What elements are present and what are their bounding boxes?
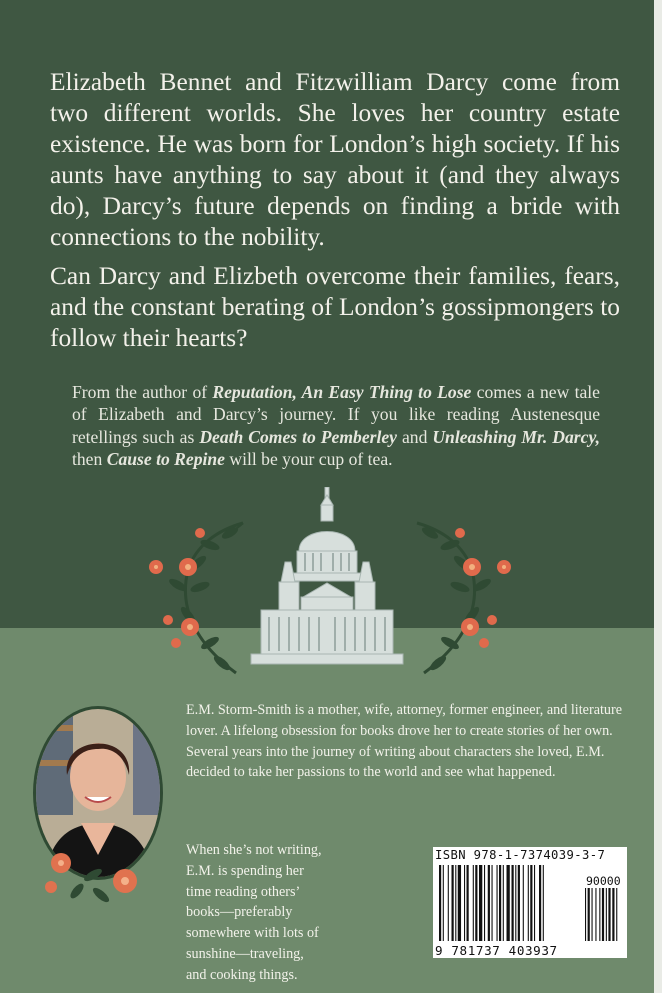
floral-branch-left-icon: [138, 515, 258, 677]
floral-branch-right-icon: [402, 515, 522, 677]
promo-text: comes a new tale of Elizabeth and Darcy’s journey. If you like reading Austenesque retellings such as: [72, 382, 600, 447]
barcode-addon-price: 90000: [586, 874, 621, 888]
cover-edge: [654, 0, 662, 993]
book-title-reputation: Reputation, An Easy Thing to Lose: [212, 382, 472, 402]
st-pauls-cathedral-icon: [247, 487, 407, 667]
blurb-paragraph-2: Can Darcy and Elizbeth overcome their families, fears, and the constant berating of London’s gossipmongers to follow their hearts?: [50, 262, 620, 352]
isbn-barcode: [433, 847, 627, 958]
author-bio-paragraph-2: When she’s not writing, E.M. is spending her time reading others’ books—preferably somewhere with lots of sunshine—traveling, and cooking things.: [186, 842, 322, 983]
promo-text: and: [396, 426, 433, 447]
blurb-paragraph-1: Elizabeth Bennet and Fitzwilliam Darcy come from two different worlds. She loves her country estate existence. He was born for London’s high society. If his aunts have anything to say about it (and they always do), Darcy’s future depends on finding a bride with connections to the nobility.: [50, 68, 620, 251]
promo-text: then: [72, 448, 107, 469]
book-title-cause-to-repine: Cause to Repine: [106, 448, 225, 469]
promo-text: will be your cup of tea.: [224, 448, 393, 469]
author-bio-paragraph-1: E.M. Storm-Smith is a mother, wife, attorney, former engineer, and literature lover. A lifelong obsession for books drove her to create stories of her own. Several years into the journey of writing about characters she loved, E.M. decided to take her passions to the world and see what happened.: [186, 702, 623, 781]
promo-text: From the author of: [72, 382, 213, 402]
promo-paragraph: [72, 381, 600, 470]
isbn-number: ISBN 978-1-7374039-3-7: [435, 848, 606, 862]
author-photo: [33, 705, 163, 905]
ean-number: 9 781737 403937: [435, 943, 558, 958]
book-title-unleashing: Unleashing Mr. Darcy,: [432, 426, 601, 447]
book-title-death-comes: Death Comes to Pemberley: [199, 426, 397, 447]
